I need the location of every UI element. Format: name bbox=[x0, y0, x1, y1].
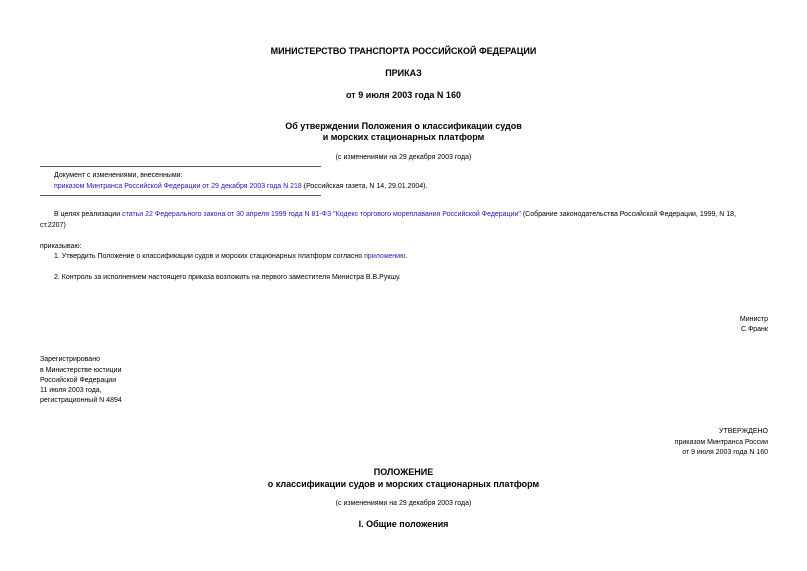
doc-date-number: от 9 июля 2003 года N 160 bbox=[346, 90, 461, 100]
item-1-text: 1. Утвердить Положение о классификации судов и морских стационарных платформ согласно bbox=[54, 253, 365, 260]
changes-bottom-rule bbox=[40, 195, 321, 196]
preamble-start: В целях реализации bbox=[54, 211, 123, 218]
preamble-line-1 bbox=[54, 210, 736, 219]
code-article-link[interactable]: статьи 22 Федерального закона от 30 апреля 1999 года N 81-ФЗ "Кодекс торгового мореплавания Российской Федерации" bbox=[122, 211, 521, 218]
signatory-name: С.Франк bbox=[740, 326, 768, 333]
changes-intro: Документ с изменениями, внесенными: bbox=[54, 172, 183, 179]
registration-line-3: Российской Федерации bbox=[40, 377, 117, 384]
appendix-link[interactable]: приложению bbox=[364, 253, 406, 260]
doc-type-heading: ПРИКАЗ bbox=[385, 68, 422, 78]
ministry-heading: МИНИСТЕРСТВО ТРАНСПОРТА РОССИЙСКОЙ ФЕДЕРАЦИИ bbox=[270, 46, 537, 56]
registration-line-2: в Министерстве юстиции bbox=[40, 367, 122, 374]
approval-line-3: от 9 июля 2003 года N 160 bbox=[682, 449, 768, 456]
item-1-end: . bbox=[405, 253, 408, 260]
changes-source: (Российская газета, N 14, 29.01.2004). bbox=[301, 183, 428, 190]
doc-amendments-note: (с изменениями на 29 декабря 2003 года) bbox=[335, 154, 472, 161]
registration-line-1: Зарегистрировано bbox=[40, 356, 100, 363]
doc-title-line-2: и морских стационарных платформ bbox=[322, 132, 485, 142]
preamble-line-2: ст.2207) bbox=[40, 222, 66, 229]
regulation-subtitle: о классификации судов и морских стационарных платформ bbox=[267, 479, 540, 489]
registration-line-5: регистрационный N 4894 bbox=[40, 397, 122, 404]
changes-top-rule bbox=[40, 166, 321, 167]
order-item-1 bbox=[54, 252, 407, 261]
section-heading: I. Общие положения bbox=[358, 519, 449, 529]
signatory-position: Министр bbox=[739, 316, 768, 323]
doc-title-line-1: Об утверждении Положения о классификации судов bbox=[285, 121, 522, 131]
order-word: приказываю: bbox=[40, 243, 82, 250]
regulation-title: ПОЛОЖЕНИЕ bbox=[373, 467, 434, 477]
approval-line-2: приказом Минтранса России bbox=[674, 439, 768, 446]
amending-order-link[interactable]: приказом Минтранса Российской Федерации от 29 декабря 2003 года N 218 bbox=[54, 183, 302, 190]
changes-line bbox=[54, 182, 427, 191]
regulation-amendments-note: (с изменениями на 29 декабря 2003 года) bbox=[335, 500, 472, 507]
preamble-source: (Собрание законодательства Российской Федерации, 1999, N 18, bbox=[520, 211, 737, 218]
approval-line-1: УТВЕРЖДЕНО bbox=[718, 428, 768, 435]
order-item-2: 2. Контроль за исполнением настоящего приказа возложить на первого заместителя Министра В.В.Рукшу. bbox=[54, 274, 401, 281]
registration-line-4: 11 июля 2003 года, bbox=[40, 387, 102, 394]
